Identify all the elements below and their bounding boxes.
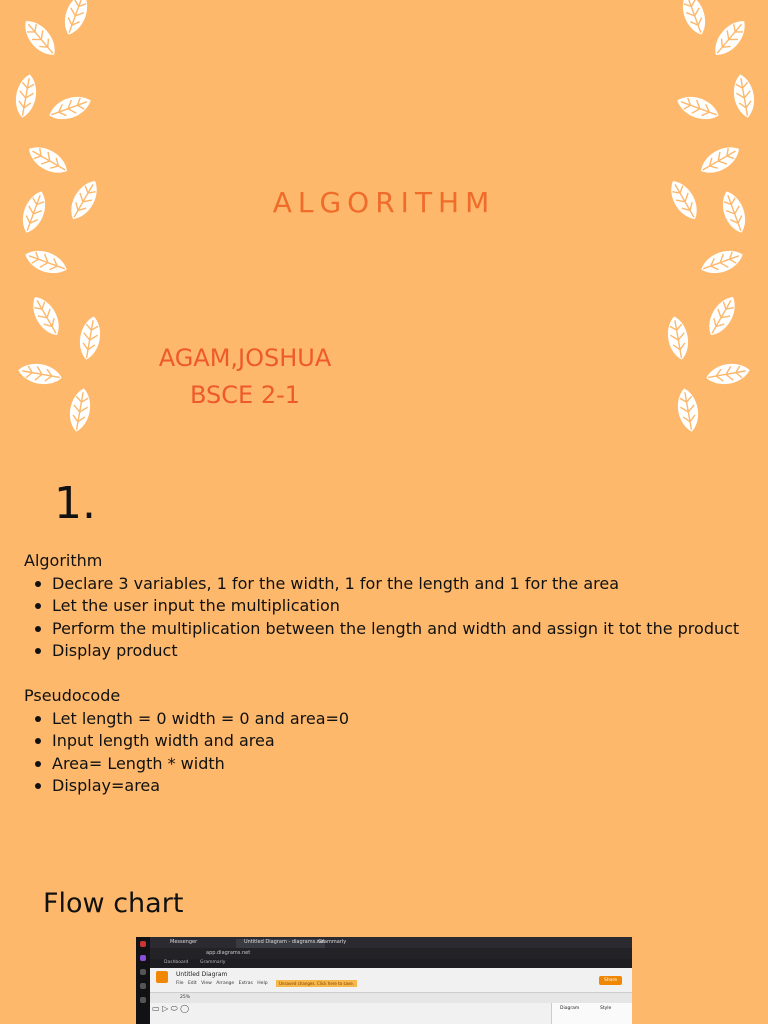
menu-item: Edit: [187, 981, 197, 986]
app-icon: [140, 997, 146, 1003]
share-button: Share: [599, 976, 622, 985]
address-bar: [150, 948, 632, 959]
app-icon: [140, 941, 146, 947]
pseudocode-section: [24, 685, 349, 798]
bookmarks-bar: [150, 959, 632, 968]
menu-bar: [176, 981, 268, 986]
author-section: BSCE 2-1: [189, 381, 301, 409]
flow-chart-heading: Flow chart: [43, 888, 184, 919]
tab-diagram: Untitled Diagram - diagrams.net: [236, 939, 325, 948]
tab-messenger: Messenger: [170, 939, 198, 945]
bookmark-item: Dashboard: [164, 960, 189, 965]
list-item: Declare 3 variables, 1 for the width, 1 for the length and 1 for the area: [52, 573, 739, 596]
panel-tab-diagram: Diagram: [560, 1006, 580, 1011]
list-item: Area= Length * width: [52, 753, 349, 776]
menu-item: Arrange: [216, 981, 235, 986]
algorithm-section: [24, 550, 739, 663]
browser-sidebar: [136, 937, 150, 1024]
app-icon: [140, 969, 146, 975]
list-item: Input length width and area: [52, 730, 349, 753]
address-text: app.diagrams.net: [206, 950, 251, 956]
browser-tabs: [150, 937, 632, 948]
messenger-icon: [140, 955, 146, 961]
embedded-screenshot: [136, 937, 632, 1024]
list-item: Let length = 0 width = 0 and area=0: [52, 708, 349, 731]
item-number: 1.: [54, 478, 96, 529]
list-item: Display product: [52, 640, 739, 663]
list-item: Display=area: [52, 775, 349, 798]
menu-item: File: [176, 981, 184, 986]
pseudocode-list: [24, 708, 349, 798]
shape-palette: ▭ ▷ ⬭ ◯: [152, 1004, 190, 1013]
author-name: AGAM,JOSHUA: [158, 344, 332, 372]
unsaved-warning: Unsaved changes. Click here to save.: [276, 980, 357, 987]
list-item: Let the user input the multiplication: [52, 595, 739, 618]
app-icon: [140, 983, 146, 989]
tab-grammarly: Grammarly: [318, 939, 347, 945]
app-title: Untitled Diagram: [176, 971, 228, 978]
drawio-logo-icon: [156, 971, 168, 983]
format-panel: [551, 1003, 632, 1024]
algorithm-heading: Algorithm: [24, 551, 103, 570]
menu-item: Help: [257, 981, 268, 986]
zoom-level: 25%: [180, 995, 191, 1000]
algorithm-list: [24, 573, 739, 663]
list-item: Perform the multiplication between the length and width and assign it tot the product: [52, 618, 739, 641]
menu-item: Extras: [238, 981, 253, 986]
author-block: [145, 340, 345, 414]
diagram-app: [150, 968, 632, 1024]
bookmark-item: Grammarly: [200, 960, 226, 965]
panel-tab-style: Style: [600, 1006, 612, 1011]
menu-item: View: [201, 981, 212, 986]
page-title: ALGORITHM: [272, 186, 496, 219]
pseudocode-heading: Pseudocode: [24, 686, 121, 705]
diagram-toolbar: [150, 992, 632, 1003]
